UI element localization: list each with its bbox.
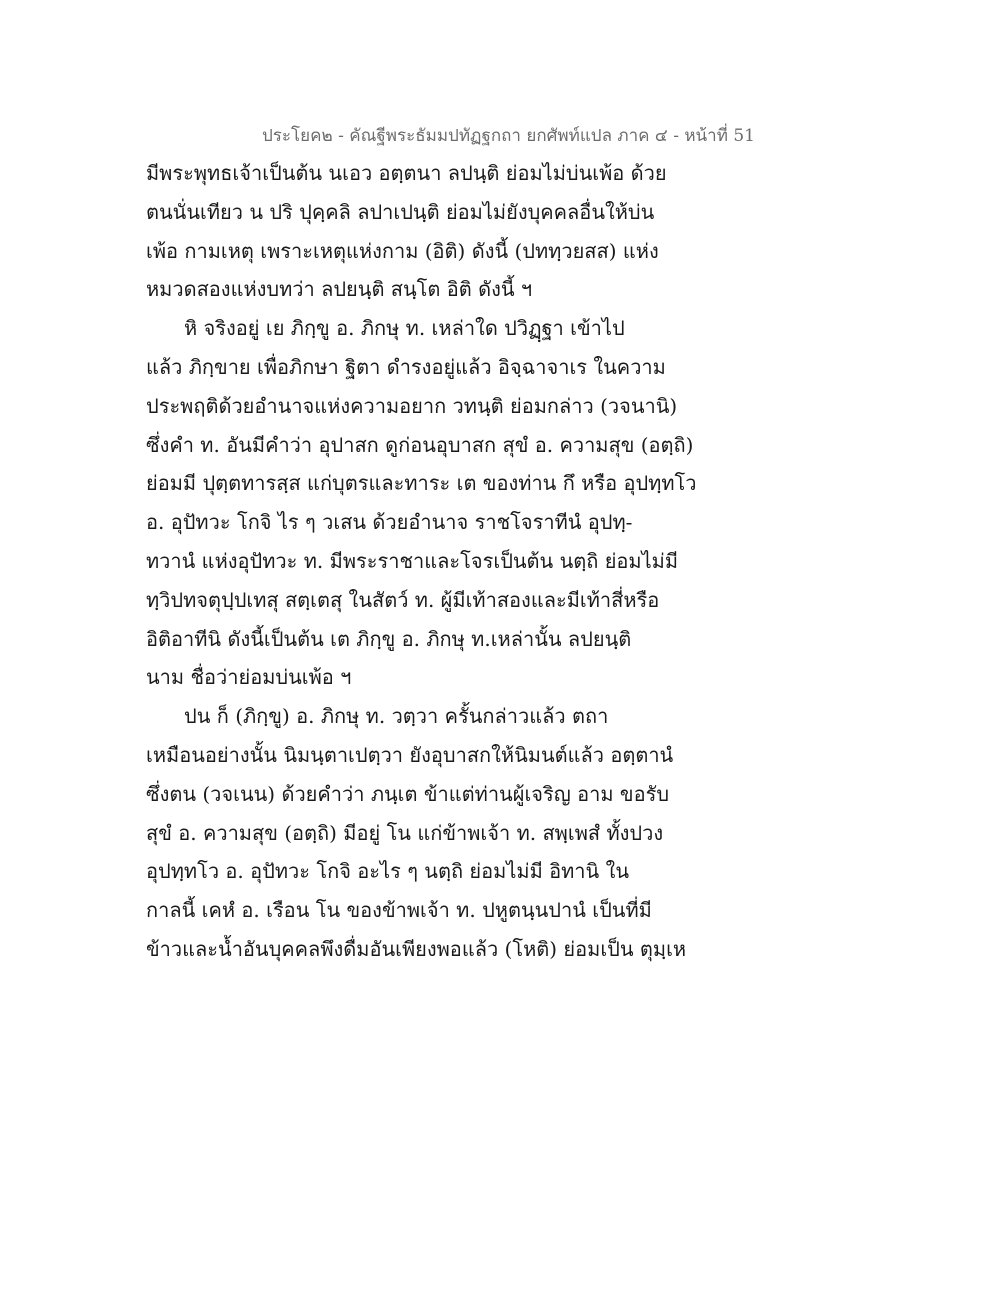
text-line: เพ้อ กามเหตุ เพราะเหตุแห่งกาม (อิติ) ดังนี้ (ปททฺวยสส) แห่ง xyxy=(146,238,659,263)
text-line: ทวานํ แห่งอุปัทวะ ท. มีพระราชาและโจรเป็นต้น นตฺถิ ย่อมไม่มี xyxy=(146,548,679,573)
text-line: ย่อมมี ปุตฺตทารสฺส แก่บุตรและทาระ เต ของท่าน กึ หรือ อุปทฺทโว xyxy=(146,471,697,496)
text-line: อ. อุปัทวะ โกจิ ไร ๆ วเสน ด้วยอำนาจ ราชโจราทีนํ อุปทฺ- xyxy=(146,510,633,535)
text-line: สุขํ อ. ความสุข (อตฺถิ) มีอยู่ โน แก่ข้าพเจ้า ท. สพฺเพสํ ทั้งปวง xyxy=(146,820,664,845)
body-text xyxy=(146,154,706,969)
text-line: ปน ก็ (ภิกฺขู) อ. ภิกษุ ท. วตฺวา ครั้นกล่าวแล้ว ตถา xyxy=(184,704,609,729)
text-line: ซึ่งคำ ท. อันมีคำว่า อุปาสก ดูก่อนอุบาสก สุขํ อ. ความสุข (อตฺถิ) xyxy=(146,432,694,457)
text-line: กาลนี้ เคหํ อ. เรือน โน ของข้าพเจ้า ท. ปหูตนฺนปานํ เป็นที่มี xyxy=(146,898,652,923)
text-line: ทฺวิปทจตุปฺปเทสุ สตฺเตสุ ในสัตว์ ท. ผู้มีเท้าสองและมีเท้าสี่หรือ xyxy=(146,587,660,612)
text-line: มีพระพุทธเจ้าเป็นต้น นเอว อตฺตนา ลปนฺติ ย่อมไม่บ่นเพ้อ ด้วย xyxy=(146,161,667,185)
text-line: ประพฤติด้วยอำนาจแห่งความอยาก วทนฺติ ย่อมกล่าว (วจนานิ) xyxy=(146,393,678,418)
text-line: แล้ว ภิกฺขาย เพื่อภิกษา ฐิตา ดำรงอยู่แล้ว อิจฺฉาจาเร ในความ xyxy=(146,354,666,379)
text-line: ซึ่งตน (วจเนน) ด้วยคำว่า ภนฺเต ข้าแต่ท่านผู้เจริญ อาม ขอรับ xyxy=(146,781,670,806)
text-line: อิติอาทีนิ ดังนี้เป็นต้น เต ภิกฺขู อ. ภิกษุ ท.เหล่านั้น ลปยนฺติ xyxy=(146,626,632,651)
text-line: นาม ชื่อว่าย่อมบ่นเพ้อ ฯ xyxy=(146,665,352,690)
text-line: ข้าวและน้ำอันบุคคลพึงดื่มอันเพียงพอแล้ว (โหติ) ย่อมเป็น ตุมฺเห xyxy=(146,936,687,961)
text-line: หมวดสองแห่งบทว่า ลปยนฺติ สนฺโต อิติ ดังนี้ ฯ xyxy=(146,277,533,302)
text-line: เหมือนอย่างนั้น นิมนฺตาเปตฺวา ยังอุบาสกให้นิมนต์แล้ว อตฺตานํ xyxy=(146,742,674,767)
text-line: ตนนั่นเทียว น ปริ ปุคฺคลิ ลปาเปนฺติ ย่อมไม่ยังบุคคลอื่นให้บ่น xyxy=(146,199,655,224)
text-line: อุปทฺทโว อ. อุปัทวะ โกจิ อะไร ๆ นตฺถิ ย่อมไม่มี อิทานิ ใน xyxy=(146,859,630,884)
text-line: หิ จริงอยู่ เย ภิกฺขู อ. ภิกษุ ท. เหล่าใด ปวิฏฺฐา เข้าไป xyxy=(184,316,625,341)
running-header: ประโยค๒ - คัณฐีพระธัมมปทัฏฐกถา ยกศัพท์แปล ภาค ๔ - หน้าที่ 51 xyxy=(262,126,755,146)
